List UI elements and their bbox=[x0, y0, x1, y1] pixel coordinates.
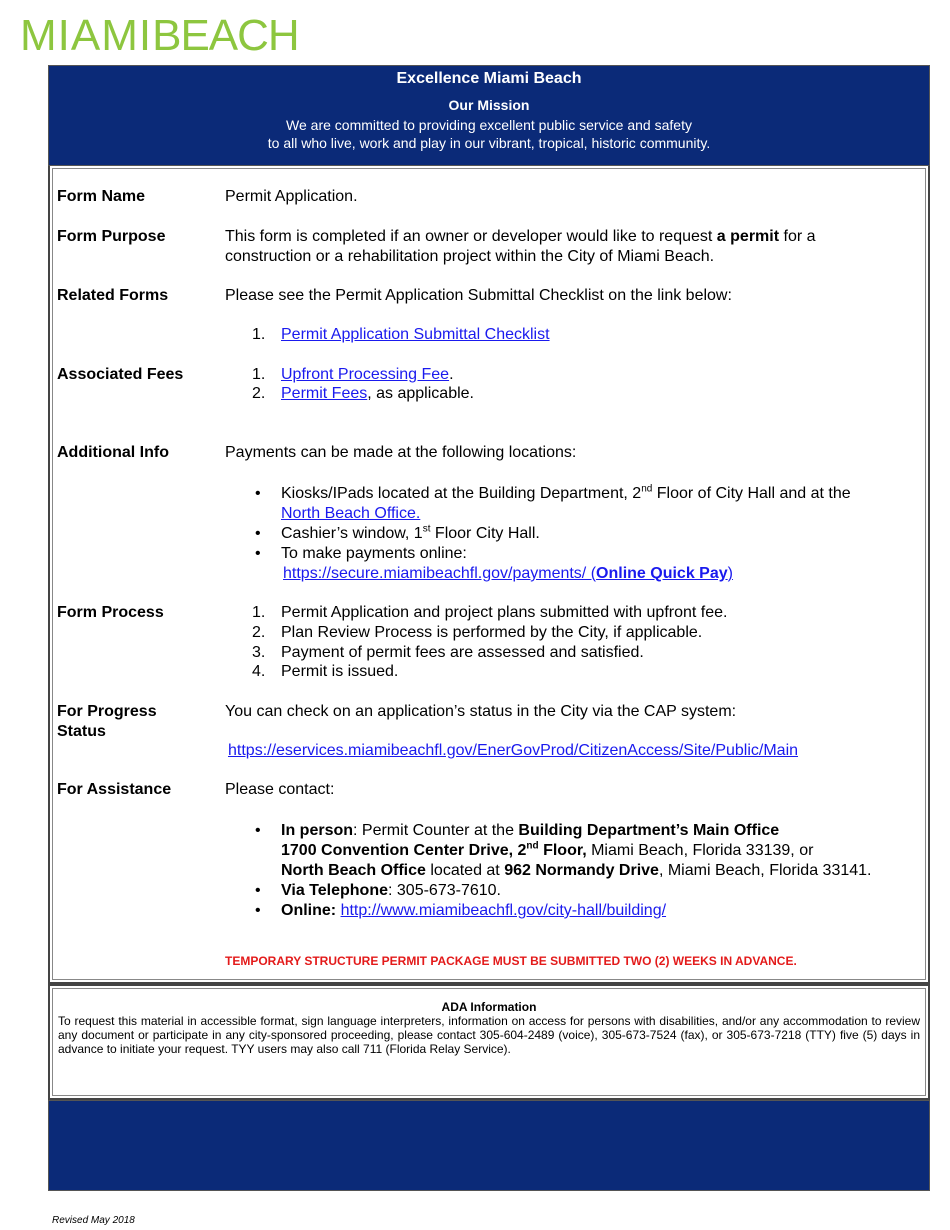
address-text: Miami Beach, Florida 33139, or bbox=[586, 842, 814, 859]
process-step: Permit is issued. bbox=[281, 663, 399, 680]
quick-pay-url: https://secure.miamibeachfl.gov/payments/ ( bbox=[283, 565, 597, 582]
mission-line-2: to all who live, work and play in our vibrant, tropical, historic community. bbox=[267, 135, 711, 151]
related-forms-intro: Please see the Permit Application Submittal Checklist on the link below: bbox=[225, 287, 732, 304]
kiosk-text-b: Floor of City Hall and at the bbox=[652, 485, 851, 502]
related-forms-label: Related Forms bbox=[57, 287, 169, 304]
online-label: Online: bbox=[281, 902, 337, 919]
kiosk-text-a: Kiosks/IPads located at the Building Department, 2 bbox=[281, 485, 642, 502]
mission-text bbox=[49, 116, 929, 152]
progress-label-line-2: Status bbox=[57, 723, 106, 740]
permit-fees-link[interactable]: Permit Fees bbox=[281, 385, 368, 402]
bullet-icon: • bbox=[255, 902, 261, 919]
north-beach-text-b: , Miami Beach, Florida 33141. bbox=[658, 862, 872, 879]
checklist-link[interactable]: Permit Application Submittal Checklist bbox=[281, 326, 550, 343]
in-person-label: In person bbox=[281, 822, 354, 839]
address-bold-b: Floor, bbox=[538, 842, 587, 859]
form-name-value: Permit Application. bbox=[225, 188, 358, 205]
logo-miami: MIAMI bbox=[20, 11, 153, 60]
process-step: Payment of permit fees are assessed and satisfied. bbox=[281, 644, 644, 661]
purpose-text-a: This form is completed if an owner or developer would like to request bbox=[225, 228, 717, 245]
normandy-address: 962 Normandy Drive bbox=[504, 862, 659, 879]
list-number: 2. bbox=[252, 385, 266, 402]
associated-fees-label: Associated Fees bbox=[57, 366, 184, 383]
logo-beach: BEACH bbox=[152, 11, 299, 60]
purpose-bold: a permit bbox=[716, 228, 780, 245]
cap-system-link[interactable]: https://eservices.miamibeachfl.gov/EnerGovProd/CitizenAccess/Site/Public/Main bbox=[228, 742, 799, 759]
list-number: 1. bbox=[252, 326, 266, 343]
north-beach-label: North Beach Office bbox=[281, 862, 426, 879]
header-title: Excellence Miami Beach bbox=[396, 70, 582, 87]
mission-title: Our Mission bbox=[448, 97, 530, 113]
bullet-icon: • bbox=[255, 525, 261, 542]
kiosk-sup: nd bbox=[641, 483, 653, 495]
bullet-icon: • bbox=[255, 545, 261, 562]
additional-info-intro: Payments can be made at the following locations: bbox=[225, 444, 577, 461]
main-office-label: Building Department’s Main Office bbox=[518, 822, 780, 839]
revised-date: Revised May 2018 bbox=[52, 1215, 135, 1226]
ada-text: To request this material in accessible format, sign language interpreters, information on access for persons with disabilities, and/or any accommodation to review any document or participate in any city-sponsored proceeding, please contact 305-604-2489 (voice), 305-673-7524 (fax), or 305-673-7218 (TTY) five (5) days in advance to initiate your request. TYY users may also call 711 (Florida Relay Service). bbox=[58, 1014, 920, 1056]
form-purpose-label: Form Purpose bbox=[57, 228, 166, 245]
temporary-structure-warning: TEMPORARY STRUCTURE PERMIT PACKAGE MUST BE SUBMITTED TWO (2) WEEKS IN ADVANCE. bbox=[225, 954, 797, 968]
additional-info-label: Additional Info bbox=[57, 444, 169, 461]
form-name-label: Form Name bbox=[57, 188, 146, 205]
purpose-text-b: for a bbox=[779, 228, 816, 245]
progress-label-line-1: For Progress bbox=[57, 703, 157, 720]
telephone-number: : 305-673-7610. bbox=[388, 882, 501, 899]
address-bold-a: 1700 Convention Center Drive, 2 bbox=[281, 842, 527, 859]
list-number: 3. bbox=[252, 644, 266, 661]
quick-pay-bold: Online Quick Pay bbox=[596, 565, 728, 582]
list-number: 2. bbox=[252, 624, 266, 641]
fee-suffix: . bbox=[449, 366, 454, 383]
footer-band bbox=[48, 1100, 930, 1191]
miami-beach-logo bbox=[20, 11, 299, 60]
assistance-intro: Please contact: bbox=[225, 781, 335, 798]
process-step: Permit Application and project plans submitted with upfront fee. bbox=[281, 604, 728, 621]
quick-pay-end: ) bbox=[727, 565, 733, 582]
telephone-label: Via Telephone bbox=[281, 882, 388, 899]
online-quick-pay-link[interactable] bbox=[283, 565, 733, 582]
online-payments-text: To make payments online: bbox=[281, 545, 467, 562]
cashier-text-b: Floor City Hall. bbox=[430, 525, 540, 542]
north-beach-office-link[interactable]: North Beach Office. bbox=[281, 505, 421, 522]
progress-intro: You can check on an application’s status in the City via the CAP system: bbox=[225, 703, 737, 720]
address-sup: nd bbox=[526, 840, 539, 852]
progress-status-label bbox=[57, 702, 207, 742]
form-purpose-value bbox=[225, 227, 915, 267]
bullet-icon: • bbox=[255, 485, 261, 502]
north-beach-text-a: located at bbox=[425, 862, 505, 879]
purpose-line-2: construction or a rehabilitation project within the City of Miami Beach. bbox=[225, 248, 715, 265]
ada-information-box bbox=[48, 984, 930, 1100]
mission-line-1: We are committed to providing excellent public service and safety bbox=[286, 117, 692, 133]
cashier-sup: st bbox=[422, 523, 431, 535]
assistance-label: For Assistance bbox=[57, 781, 172, 798]
ada-title: ADA Information bbox=[441, 1000, 537, 1014]
list-number: 1. bbox=[252, 604, 266, 621]
fee-suffix: , as applicable. bbox=[367, 385, 474, 402]
form-process-label: Form Process bbox=[57, 604, 164, 621]
in-person-text: : Permit Counter at the bbox=[353, 822, 519, 839]
list-number: 1. bbox=[252, 366, 266, 383]
mission-header bbox=[48, 65, 930, 166]
list-number: 4. bbox=[252, 663, 266, 680]
building-dept-link[interactable]: http://www.miamibeachfl.gov/city-hall/building/ bbox=[340, 902, 667, 919]
bullet-icon: • bbox=[255, 882, 261, 899]
cashier-text-a: Cashier’s window, 1 bbox=[281, 525, 423, 542]
process-step: Plan Review Process is performed by the City, if applicable. bbox=[281, 624, 703, 641]
bullet-icon: • bbox=[255, 822, 261, 839]
upfront-fee-link[interactable]: Upfront Processing Fee bbox=[281, 366, 450, 383]
